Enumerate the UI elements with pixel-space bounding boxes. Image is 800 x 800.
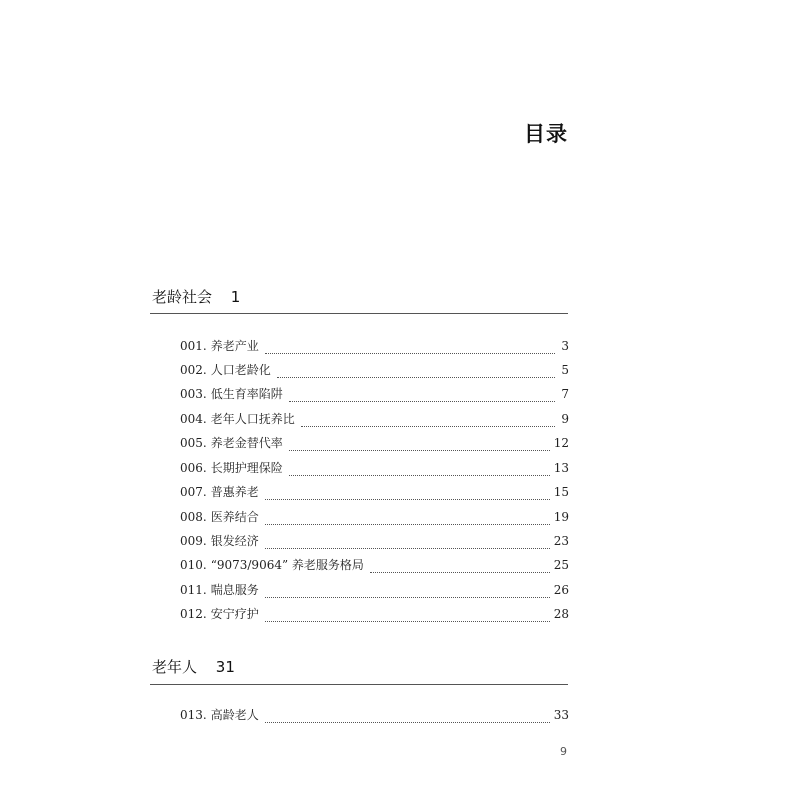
entry-number: 004.: [180, 412, 207, 426]
section-page-number: 1: [230, 288, 241, 306]
dot-leader: [289, 450, 550, 451]
entry-title: 人口老龄化: [210, 363, 271, 377]
dot-leader: [277, 377, 555, 378]
toc-entry[interactable]: [180, 361, 569, 381]
entry-number: 011.: [180, 583, 207, 597]
entry-title: 喘息服务: [210, 583, 259, 597]
entry-number: 013.: [180, 708, 207, 722]
dot-leader: [289, 401, 555, 402]
entry-number: 009.: [180, 534, 207, 548]
dot-leader: [265, 548, 550, 549]
toc-entry[interactable]: [180, 385, 569, 405]
entry-page-number: 3: [561, 339, 569, 353]
entry-page-number: 13: [553, 461, 569, 475]
entry-page-number: 25: [553, 558, 569, 572]
toc-entry[interactable]: [180, 483, 569, 503]
entry-title: 养老金替代率: [210, 436, 283, 450]
entry-title: 低生育率陷阱: [210, 387, 283, 401]
entry-number: 012.: [180, 607, 207, 621]
entry-title: 安宁疗护: [210, 607, 259, 621]
toc-entry[interactable]: [180, 605, 569, 625]
toc-entry[interactable]: [180, 581, 569, 601]
entry-title: 老年人口抚养比: [210, 412, 295, 426]
dot-leader: [265, 524, 550, 525]
entry-number: 006.: [180, 461, 207, 475]
entry-page-number: 33: [553, 708, 569, 722]
entry-page-number: 28: [553, 607, 569, 621]
entry-number: 008.: [180, 510, 207, 524]
section-title: 老龄社会: [152, 288, 213, 306]
entry-title: 养老产业: [210, 339, 259, 353]
toc-entry[interactable]: [180, 532, 569, 552]
toc-entry[interactable]: [180, 706, 569, 726]
dot-leader: [265, 353, 555, 354]
entry-number: 003.: [180, 387, 207, 401]
entry-number: 007.: [180, 485, 207, 499]
section-page-number: 31: [215, 658, 235, 676]
section-heading-aging-society: [152, 286, 568, 307]
dot-leader: [265, 499, 550, 500]
toc-entry[interactable]: [180, 434, 569, 454]
entry-title: “9073/9064” 养老服务格局: [210, 558, 364, 572]
dot-leader: [370, 572, 550, 573]
dot-leader: [265, 722, 550, 723]
section-title: 老年人: [152, 658, 198, 676]
entry-title: 长期护理保险: [210, 461, 283, 475]
dot-leader: [265, 597, 550, 598]
footer-page-number: 9: [560, 745, 567, 758]
section-divider: [150, 313, 568, 314]
entry-title: 银发经济: [210, 534, 259, 548]
toc-entry[interactable]: [180, 337, 569, 357]
entry-page-number: 26: [553, 583, 569, 597]
toc-entry[interactable]: [180, 410, 569, 430]
entry-page-number: 5: [561, 363, 569, 377]
entry-number: 002.: [180, 363, 207, 377]
section-heading-elderly: [152, 656, 568, 677]
entry-title: 普惠养老: [210, 485, 259, 499]
entry-page-number: 23: [553, 534, 569, 548]
toc-entry[interactable]: [180, 459, 569, 479]
entry-title: 高龄老人: [210, 708, 259, 722]
toc-entry[interactable]: [180, 508, 569, 528]
dot-leader: [289, 475, 550, 476]
entry-page-number: 19: [553, 510, 569, 524]
toc-entry[interactable]: [180, 556, 569, 576]
entry-page-number: 7: [561, 387, 569, 401]
dot-leader: [265, 621, 550, 622]
entry-page-number: 9: [561, 412, 569, 426]
entry-title: 医养结合: [210, 510, 259, 524]
dot-leader: [301, 426, 555, 427]
entry-page-number: 12: [553, 436, 569, 450]
section-divider: [150, 684, 568, 685]
entry-number: 010.: [180, 558, 207, 572]
page-title: 目录: [524, 122, 568, 146]
entry-number: 005.: [180, 436, 207, 450]
entry-page-number: 15: [553, 485, 569, 499]
entry-number: 001.: [180, 339, 207, 353]
